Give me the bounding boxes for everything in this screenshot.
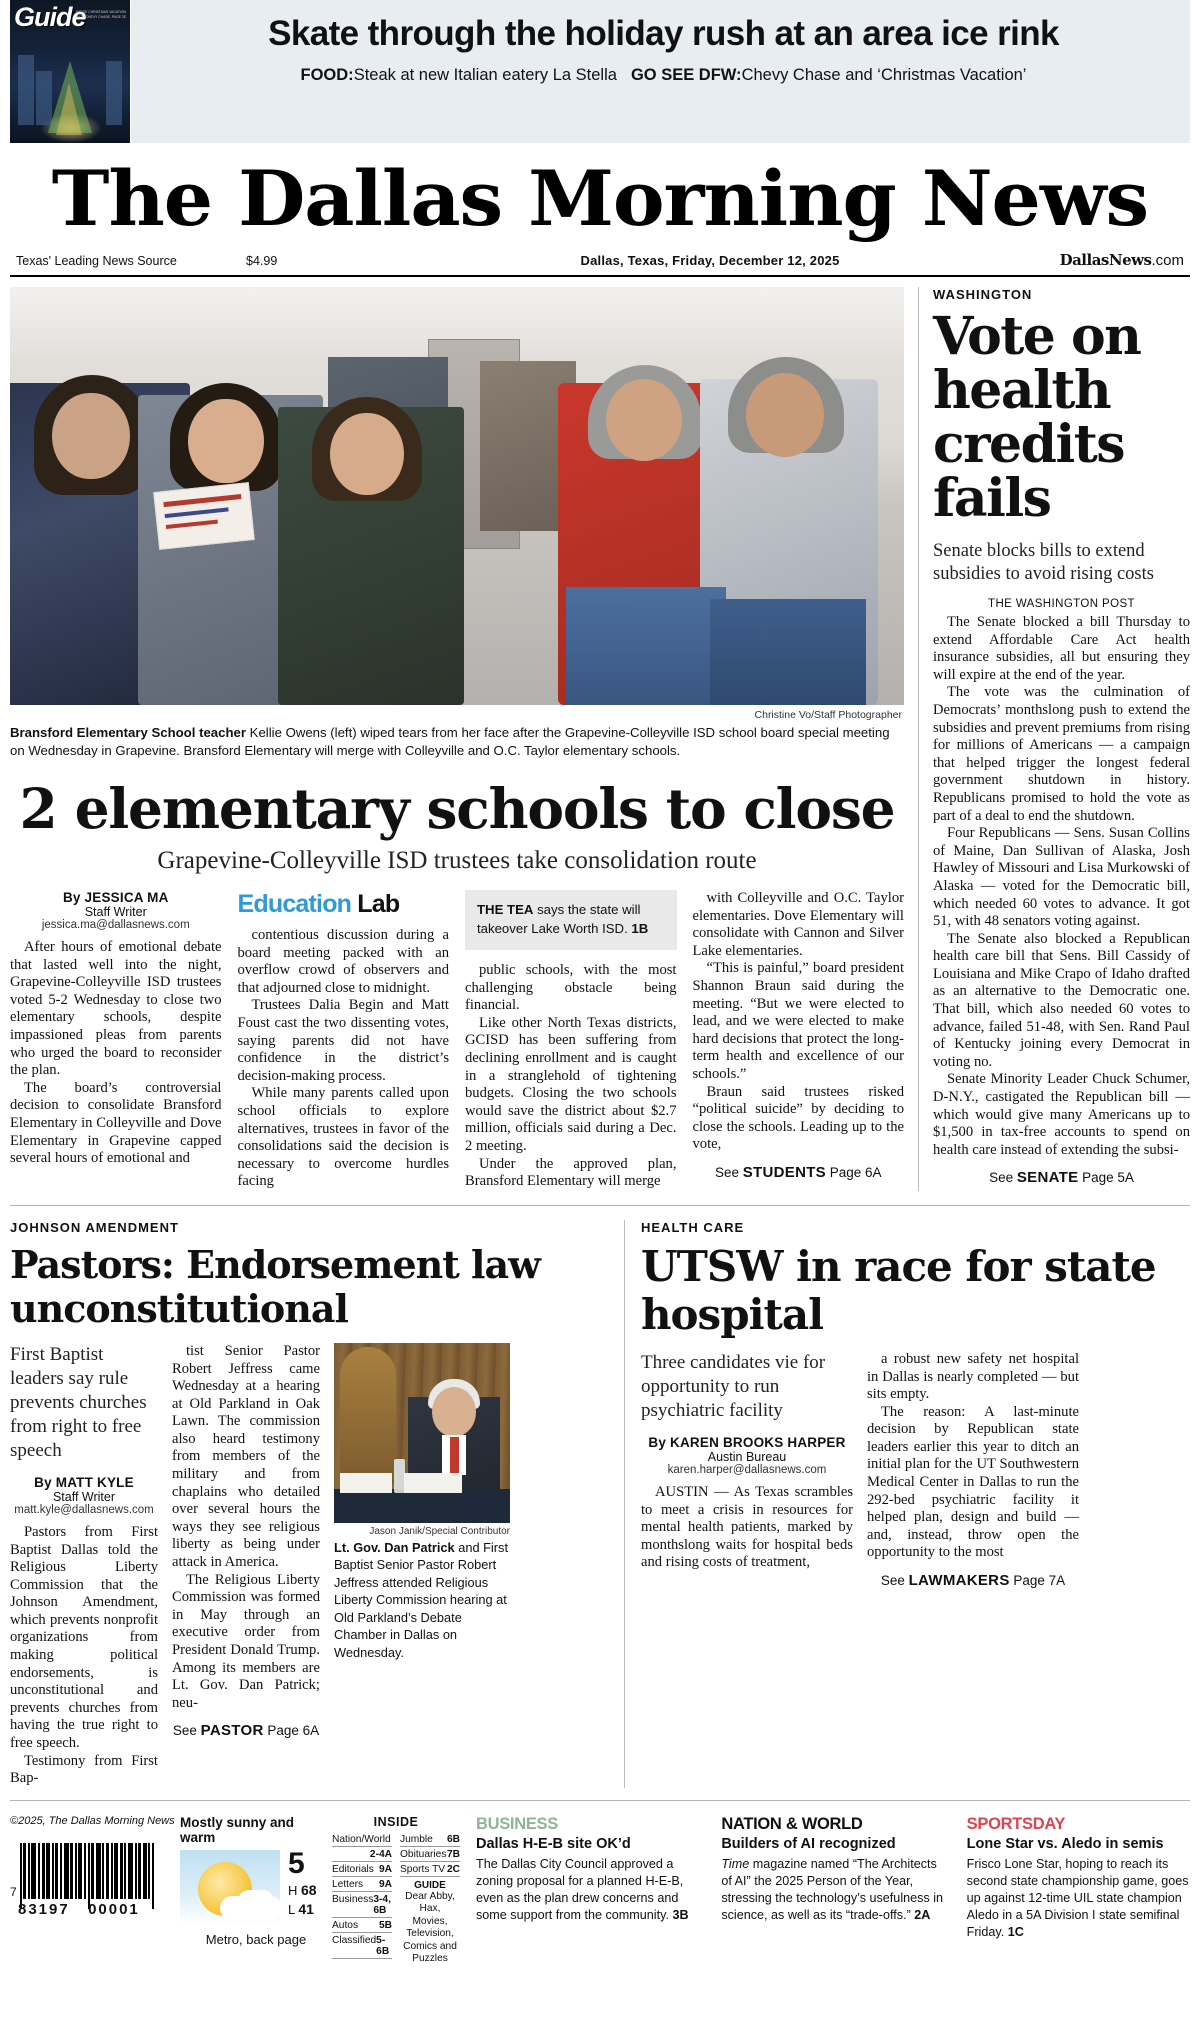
lead-column-3	[465, 890, 677, 1191]
index-label: Letters	[332, 1878, 364, 1890]
jump-slug: STUDENTS	[742, 1163, 826, 1181]
photo-person	[278, 407, 464, 705]
skybox-gosee-label: GO SEE DFW:	[630, 66, 742, 84]
pastor-photo-column	[334, 1343, 510, 1788]
utsw-body-2	[867, 1351, 1079, 1562]
guide-cover-subtext: INSIDE CHRISTMAS VACATION WITH CHEVY CHASE, PAGE 2E	[76, 10, 126, 19]
index-column-left	[332, 1832, 392, 1966]
index-label: Sports TV	[400, 1863, 446, 1875]
lead-body-4	[693, 890, 905, 1154]
paragraph: Testimony from First Bap-	[10, 1752, 158, 1787]
page-footer	[10, 1800, 1190, 1966]
index-row[interactable]	[400, 1862, 460, 1877]
index-page: 7B	[446, 1848, 460, 1860]
lead-headline[interactable]: 2 elementary schools to close	[19, 776, 895, 841]
tea-label: THE TEA	[477, 902, 534, 917]
utsw-headline[interactable]: UTSW in race for state hospital	[641, 1241, 1156, 1339]
index-page: 3-4, 6B	[373, 1893, 391, 1916]
paragraph: “This is painful,” board president Shannon Braun said during the meeting. “But we were elected to lead, and we were elected to make hard decisions that protect the long-term health and excellence of our schools.”	[692, 960, 904, 1082]
index-row[interactable]	[332, 1877, 392, 1892]
brief-page: 3B	[672, 1907, 689, 1922]
weather-row	[180, 1846, 332, 1924]
rail-source: THE WASHINGTON POST	[988, 598, 1135, 610]
index-row[interactable]	[400, 1847, 460, 1862]
index-row[interactable]	[332, 1892, 392, 1918]
index-label: Business	[332, 1893, 374, 1905]
utsw-deck: Three candidates vie for opportunity to run psychiatric facility	[641, 1351, 826, 1421]
high-value: 68	[301, 1881, 317, 1898]
jump-page: Page 5A	[1078, 1170, 1134, 1186]
lead-photo-credit: Christine Vo/Staff Photographer	[754, 709, 902, 721]
barcode-numbers	[18, 1901, 180, 1918]
index-page: 5B	[378, 1919, 392, 1931]
byline-name: By KAREN BROOKS HARPER	[648, 1434, 846, 1450]
utsw-column-2	[867, 1351, 1079, 1589]
edlab-word-education: Education	[237, 890, 352, 918]
lead-jumpline[interactable]	[693, 1164, 905, 1181]
pastor-column-2	[172, 1343, 320, 1788]
barcode-left-digits: 83197	[18, 1900, 70, 1918]
rail-headline[interactable]: Vote on health credits fails	[933, 306, 1141, 529]
paragraph: AUSTIN — As Texas scrambles to meet a crisis in resources for mental health patients, marked by monthslong waits for hospital beds and rising costs of treatment,	[641, 1483, 853, 1571]
paragraph: The Senate also blocked a Republican health care bill that Sens. Bill Cassidy of Louisiana and Mike Crapo of Idaho drafted as an alternative to the Democratic one. That bill, which also needed 60 votes to advance, failed 51-48, with Sen. Rand Paul of Kentucky joining every Democrat in voting no.	[933, 930, 1190, 1070]
paragraph: The Senate blocked a bill Thursday to extend Affordable Care Act health insurance subsidies, all but ensuring they will expire at the end of the year.	[933, 614, 1190, 683]
index-page: 6B	[446, 1833, 460, 1845]
index-columns	[332, 1832, 460, 1966]
brief-sportsday[interactable]	[967, 1815, 1190, 1966]
pastor-headline[interactable]: Pastors: Endorsement law unconstitutional	[10, 1241, 540, 1331]
paragraph: After hours of emotional debate that lasted well into the night, Grapevine-Colleyville ISD trustees voted 5-2 Wednesday to close two elementary schools, despite impassioned pleas from parents who urged the board to reconsider the plan.	[10, 939, 222, 1079]
photo-face	[432, 1387, 476, 1437]
paragraph: The board’s controversial decision to consolidate Bransford Elementary in Colleyville and Dove Elementary in Grapevine capped several hours of emotional and	[10, 1079, 222, 1167]
jump-slug: LAWMAKERS	[908, 1572, 1010, 1590]
tagline: Texas' Leading News Source	[16, 254, 177, 268]
paragraph: The vote was the culmination of Democrats’ monthslong push to extend the subsidies and prevent premiums from rising for millions of Americans — a campaign that helped trigger the longest federal government shutdown in history. Republicans promised to hold the vote as part of a deal to end the shutdown.	[933, 684, 1190, 824]
tea-page: 1B	[631, 921, 649, 936]
pastor-body-2	[172, 1343, 320, 1712]
index-label: Classified	[332, 1934, 377, 1946]
pastor-columns	[10, 1343, 608, 1788]
pastor-photo	[334, 1343, 510, 1523]
weather-block[interactable]	[180, 1815, 332, 1966]
lead-story-columns	[10, 890, 904, 1191]
paragraph: Senate Minority Leader Chuck Schumer, D-N.Y., castigated the Republican bill — which would give many Americans up to $1,500 in tax-free accounts to spend on health care instead of extending the subsi-	[933, 1071, 1190, 1158]
pastor-column-1	[10, 1343, 158, 1788]
utsw-columns	[641, 1351, 1190, 1589]
brief-text	[967, 1856, 1190, 1941]
brief-business[interactable]	[476, 1815, 699, 1966]
lead-column-2	[238, 890, 450, 1191]
washington-rail-story	[918, 287, 1190, 1191]
pastor-story	[10, 1220, 624, 1788]
index-guide-line: Movies, Television,	[406, 1915, 454, 1940]
photo-protest-sign	[153, 482, 255, 550]
rail-deck: Senate blocks bills to extend subsidies to avoid rising costs	[933, 541, 1154, 584]
lead-column-4	[693, 890, 905, 1191]
index-label: Editorials	[332, 1863, 374, 1875]
brief-body: Frisco Lone Star, hoping to reach its second state championship game, goes up against 12-time UIL state champion Aledo in a 5A Division I state semifinal Friday.	[966, 1856, 1189, 1939]
paragraph: with Colleyville and O.C. Taylor elementaries. Dove Elementary will consolidate with Cannon and Silver Lake elementaries.	[692, 890, 904, 959]
inside-index	[332, 1815, 460, 1966]
byline-email[interactable]: jessica.ma@dallasnews.com	[41, 919, 190, 931]
education-lab-logo[interactable]	[238, 890, 450, 919]
utsw-kicker: HEALTH CARE	[641, 1219, 745, 1235]
brief-page: 2A	[914, 1907, 931, 1922]
byline-name: By MATT KYLE	[34, 1474, 134, 1490]
index-label: Nation/World	[332, 1833, 391, 1845]
index-row[interactable]	[332, 1862, 392, 1877]
paragraph: While many parents called upon school officials to explore alternatives, trustees in favor of the consolidations said the decision is necessary to overcome hurdles facing	[237, 1085, 449, 1190]
bottom-section	[10, 1206, 1190, 1788]
brief-headline: Lone Star vs. Aledo in semis	[966, 1835, 1164, 1852]
paragraph: Like other North Texas districts, GCISD has been suffering from declining enrollment and is caught in a stranglehold of tightening budgets. Closing the two schools would save the district about $2.7 million, officials said during a Dec. 2 meeting.	[465, 1014, 677, 1154]
skybox-text-block	[131, 0, 1190, 143]
copyright-block	[10, 1815, 180, 1966]
pastor-kicker: JOHNSON AMENDMENT	[10, 1219, 179, 1235]
caption-lead-in: Bransford Elementary School teacher	[10, 725, 246, 740]
paragraph: Pastors from First Baptist Dallas told the Religious Liberty Commission that the Johnson Amendment, which prevents nonprofit organizations from making political endorsements, is unconstitutional and prevents churches from having the true right to free speech.	[10, 1523, 158, 1752]
brief-headline: Dallas H-E-B site OK’d	[476, 1835, 631, 1852]
index-row[interactable]	[332, 1847, 392, 1862]
photo-nameplate	[340, 1473, 392, 1493]
jump-see: See	[172, 1723, 201, 1739]
lead-body-2	[238, 927, 450, 1191]
the-tea-promo-box[interactable]	[465, 890, 677, 950]
weather-high-row	[288, 1881, 317, 1900]
weather-temps	[280, 1846, 317, 1919]
photo-table	[334, 1489, 510, 1523]
skybox-gosee-text: Chevy Chase and ‘Christmas Vacation’	[741, 66, 1027, 84]
paragraph: tist Senior Pastor Robert Jeffress came Wednesday at a hearing at Old Parkland in Oak Lawn. The commission also heard testimony from members of the military and from chaplains who detailed over several hours the ways they see religious liberty as being under attack in America.	[172, 1342, 320, 1571]
pastor-photo-credit: Jason Janik/Special Contributor	[369, 1525, 510, 1537]
nbc5-logo: 5	[288, 1846, 303, 1880]
utsw-byline	[641, 1435, 853, 1476]
skybox-food-label: FOOD:	[300, 66, 354, 84]
guide-logo-text: Guide	[14, 2, 86, 32]
index-guide-head: GUIDE	[414, 1879, 446, 1891]
byline-title: Staff Writer	[52, 1489, 116, 1504]
caption-body: Kellie Owens (left) wiped tears from her face after the Grapevine-Colleyville ISD school board special meeting on Wednesday in Grapevine. Bransford Elementary will merge with Colleyville and O.C. Taylor elementary schools.	[10, 725, 890, 758]
index-label: Autos	[332, 1919, 359, 1931]
barcode-right-digits: 00001	[88, 1900, 140, 1918]
rail-jumpline[interactable]	[933, 1169, 1190, 1186]
brief-body: The Dallas City Council approved a zoning proposal for a planned H-E-B, even as the plan drew concerns and some support from the community.	[476, 1856, 684, 1922]
brief-page: 1C	[1007, 1924, 1024, 1939]
index-row[interactable]	[332, 1832, 392, 1847]
utsw-story	[624, 1220, 1190, 1788]
weather-footer: Metro, back page	[205, 1931, 307, 1947]
photo-nameplate	[404, 1473, 462, 1493]
decorative-building	[18, 55, 34, 125]
newspaper-logo[interactable]: The Dallas Morning News	[51, 154, 1149, 243]
photo-jeans	[566, 587, 726, 705]
index-page: 9A	[378, 1878, 392, 1890]
edlab-word-lab: Lab	[357, 890, 400, 918]
publication-date: Dallas, Texas, Friday, December 12, 2025	[580, 253, 840, 268]
jump-slug: PASTOR	[200, 1722, 264, 1740]
inside-title: INSIDE	[373, 1814, 419, 1829]
lead-photo-caption	[10, 721, 904, 760]
index-row[interactable]	[400, 1832, 460, 1847]
photo-wood-carving	[340, 1347, 396, 1487]
lead-body-1	[10, 939, 222, 1168]
lead-deck: Grapevine-Colleyville ISD trustees take consolidation route	[157, 847, 757, 874]
index-guide-line: Comics and Puzzles	[403, 1940, 457, 1965]
website-brand: DallasNews	[1059, 251, 1152, 269]
dateline-bar	[10, 243, 1190, 277]
brief-section-label: NATION & WORLD	[721, 1814, 863, 1833]
sun-icon	[180, 1850, 280, 1924]
christmas-tree-lights	[56, 83, 82, 135]
brief-italic-word: Time	[721, 1856, 750, 1871]
paragraph: The reason: A last-minute decision by Republican state leaders earlier this year to ditch an initial plan for the UT Southwestern Medical Center in Dallas to run the 292-bed psychiatric facility it helped plan, design and build — and, instead, throw open the opportunity to the most	[867, 1403, 1079, 1561]
paragraph: a robust new safety net hospital in Dallas is nearly completed — but sits empty.	[867, 1350, 1079, 1403]
caption-body: and First Baptist Senior Pastor Robert Jeffress attended Religious Liberty Commission hearing at Old Parkland’s Debate Chamber in Dallas on Wednesday.	[334, 1539, 508, 1660]
index-column-right	[400, 1832, 460, 1966]
section-briefs	[460, 1815, 1190, 1966]
paragraph: contentious discussion during a board meeting packed with an overflow crowd of observers and that adjourned close to midnight.	[237, 927, 449, 996]
byline-email[interactable]: karen.harper@dallasnews.com	[667, 1463, 827, 1476]
skybox-food-text: Steak at new Italian eatery La Stella	[353, 66, 617, 84]
lead-photo	[10, 287, 904, 705]
weather-low-row	[288, 1900, 317, 1919]
paragraph: public schools, with the most challenging obstacle being financial.	[465, 962, 677, 1014]
pastor-body-1	[10, 1524, 158, 1788]
cloud-shape	[238, 1890, 274, 1912]
jump-page: Page 6A	[825, 1164, 882, 1180]
brief-text	[476, 1856, 699, 1924]
index-row[interactable]	[332, 1918, 392, 1933]
brief-nation-world[interactable]	[721, 1815, 944, 1966]
tea-text: says the state will takeover Lake Worth ISD.	[477, 902, 641, 936]
low-label: L	[288, 1901, 295, 1917]
pastor-deck: First Baptist leaders say rule prevents churches from right to free speech	[10, 1343, 147, 1461]
jump-page: Page 7A	[1009, 1573, 1066, 1589]
decorative-building	[106, 61, 122, 125]
barcode	[10, 1833, 180, 1909]
photo-jeans	[710, 599, 866, 705]
low-value: 41	[298, 1900, 314, 1917]
brief-section-label: BUSINESS	[476, 1814, 558, 1833]
rail-body	[933, 614, 1190, 1159]
brief-section-label: SPORTSDAY	[966, 1814, 1066, 1833]
lead-column-1	[10, 890, 222, 1191]
byline-title: Staff Writer	[84, 905, 147, 919]
high-label: H	[288, 1882, 298, 1898]
index-page: 5-6B	[376, 1934, 390, 1957]
top-section	[10, 277, 1190, 1191]
jump-see: See	[714, 1164, 743, 1180]
byline-name: By JESSICA MA	[62, 890, 169, 905]
jump-see: See	[880, 1573, 909, 1589]
utsw-column-1	[641, 1351, 853, 1589]
brief-text	[721, 1856, 944, 1924]
masthead	[10, 143, 1190, 243]
pastor-photo-caption	[334, 1537, 510, 1662]
lead-byline	[10, 890, 222, 931]
paragraph: Braun said trustees risked “political suicide” by deciding to close the schools. Leading up to the vote,	[692, 1083, 904, 1153]
guide-cover-thumbnail[interactable]	[10, 0, 131, 143]
website-tld: .com	[1151, 252, 1184, 269]
index-page: 9A	[378, 1863, 392, 1875]
paragraph: The Religious Liberty Commission was formed in May through an executive order from President Donald Trump. Among its members are Lt. Gov. Dan Patrick; neu-	[172, 1571, 320, 1711]
paragraph: Trustees Dalia Begin and Matt Foust cast the two dissenting votes, saying parents did not have confidence in the district’s decision-making process.	[237, 997, 449, 1084]
skybox-promo[interactable]	[10, 0, 1190, 143]
brief-headline: Builders of AI recognized	[721, 1835, 896, 1852]
index-page: 2C	[446, 1863, 460, 1875]
caption-lead-in: Lt. Gov. Dan Patrick	[334, 1539, 455, 1555]
index-guide-line: Dear Abby, Hax,	[405, 1890, 455, 1915]
paragraph: Under the approved plan, Bransford Elementary will merge	[465, 1155, 677, 1190]
barcode-bars	[20, 1843, 156, 1909]
paragraph: Four Republicans — Sens. Susan Collins of Maine, Dan Sullivan of Alaska, Josh Hawley of Missouri and Lisa Murkowski of Alaska — voted for the Democratic bill, which needed 60 votes to advance. It got 51, with 48 senators voting against.	[933, 825, 1190, 930]
pastor-byline	[10, 1475, 158, 1516]
utsw-jumpline[interactable]	[867, 1572, 1079, 1589]
utsw-body-1	[641, 1484, 853, 1572]
rail-kicker: WASHINGTON	[933, 287, 1033, 302]
barcode-prefix-digit: 7	[10, 1884, 17, 1899]
pastor-jumpline[interactable]	[172, 1722, 320, 1739]
lead-body-3	[465, 962, 677, 1191]
weather-title: Mostly sunny and warm	[180, 1814, 295, 1845]
index-row[interactable]	[332, 1933, 392, 1959]
brief-body: magazine named “The Architects of AI” the 2025 Person of the Year, stressing the technology’s usefulness in science, as well as its “trade-offs.”	[721, 1856, 944, 1922]
jump-see: See	[989, 1170, 1017, 1186]
website-url[interactable]	[954, 251, 1184, 269]
index-label: Obituaries	[400, 1848, 447, 1860]
index-page: 2-4A	[369, 1848, 392, 1860]
skybox-headline[interactable]: Skate through the holiday rush at an area ice rink	[268, 14, 1059, 53]
lead-story	[10, 287, 918, 1191]
skybox-subline	[155, 66, 1172, 85]
copyright-text: ©2025, The Dallas Morning News	[10, 1814, 175, 1827]
byline-title: Austin Bureau	[707, 1449, 787, 1464]
index-label: Jumble	[400, 1833, 433, 1845]
price: $4.99	[246, 254, 278, 268]
jump-page: Page 6A	[263, 1723, 320, 1739]
byline-email[interactable]: matt.kyle@dallasnews.com	[14, 1503, 154, 1516]
jump-slug: SENATE	[1016, 1169, 1079, 1187]
